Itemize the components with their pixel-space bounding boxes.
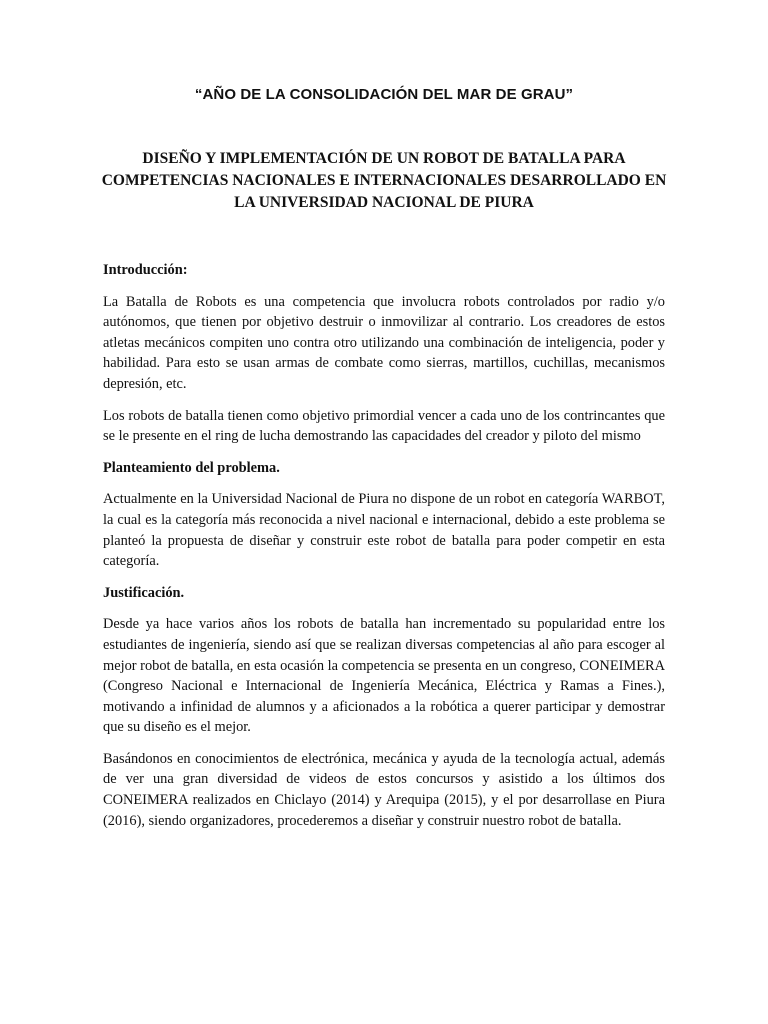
title-line: LA UNIVERSIDAD NACIONAL DE PIURA [234, 194, 534, 211]
section-heading-justificacion: Justificación. [103, 584, 185, 601]
document-body [103, 260, 665, 831]
section-heading-introduccion: Introducción: [103, 262, 188, 278]
body-paragraph: Basándonos en conocimientos de electrónica, mecánica y ayuda de la tecnología actual, además de ver una gran diversidad de videos de estos concursos y asistido a los últimos dos CONEIMERA realizados en Chiclayo (2014) y Arequipa (2015), y el por desarrollase en Piura (2016), siendo organizadores, procederemos a diseñar y construir nuestro robot de batalla. [103, 750, 665, 829]
title-line: DISEÑO Y IMPLEMENTACIÓN DE UN ROBOT DE BATALLA PARA [142, 150, 626, 167]
document-title [100, 148, 668, 214]
body-paragraph: La Batalla de Robots es una competencia que involucra robots controlados por radio y/o autónomos, que tienen por objetivo destruir o inmovilizar al contrario. Los creadores de estos atletas mecánicos compiten uno contra otro utilizando una combinación de inteligencia, poder y habilidad. Para esto se usan armas de combate como sierras, martillos, cuchillas, mecanismos depresión, etc. [103, 293, 665, 392]
document-motto: “AÑO DE LA CONSOLIDACIÓN DEL MAR DE GRAU” [194, 86, 574, 103]
body-paragraph: Actualmente en la Universidad Nacional de Piura no dispone de un robot en categoría WARBOT, la cual es la categoría más reconocida a nivel nacional e internacional, debido a este problema se planteó la propuesta de diseñar y construir este robot de batalla para poder competir en esta categoría. [103, 491, 665, 570]
title-line: COMPETENCIAS NACIONALES E INTERNACIONALES DESARROLLADO EN [101, 172, 667, 189]
section-heading-planteamiento: Planteamiento del problema. [103, 459, 280, 476]
body-paragraph: Los robots de batalla tienen como objetivo primordial vencer a cada uno de los contrincantes que se le presente en el ring de lucha demostrando las capacidades del creador y piloto del mismo [103, 407, 665, 445]
body-paragraph: Desde ya hace varios años los robots de batalla han incrementado su popularidad entre los estudiantes de ingeniería, siendo así que se realizan diversas competencias al año para escoger al mejor robot de batalla, en esta ocasión la competencia se presenta en un congreso, CONEIMERA (Congreso Nacional e Internacional de Ingeniería Mecánica, Eléctrica y Ramas a Fines.), motivando a infinidad de alumnos y a aficionados a la robótica a querer participar y demostrar que su diseño es el mejor. [103, 616, 665, 736]
